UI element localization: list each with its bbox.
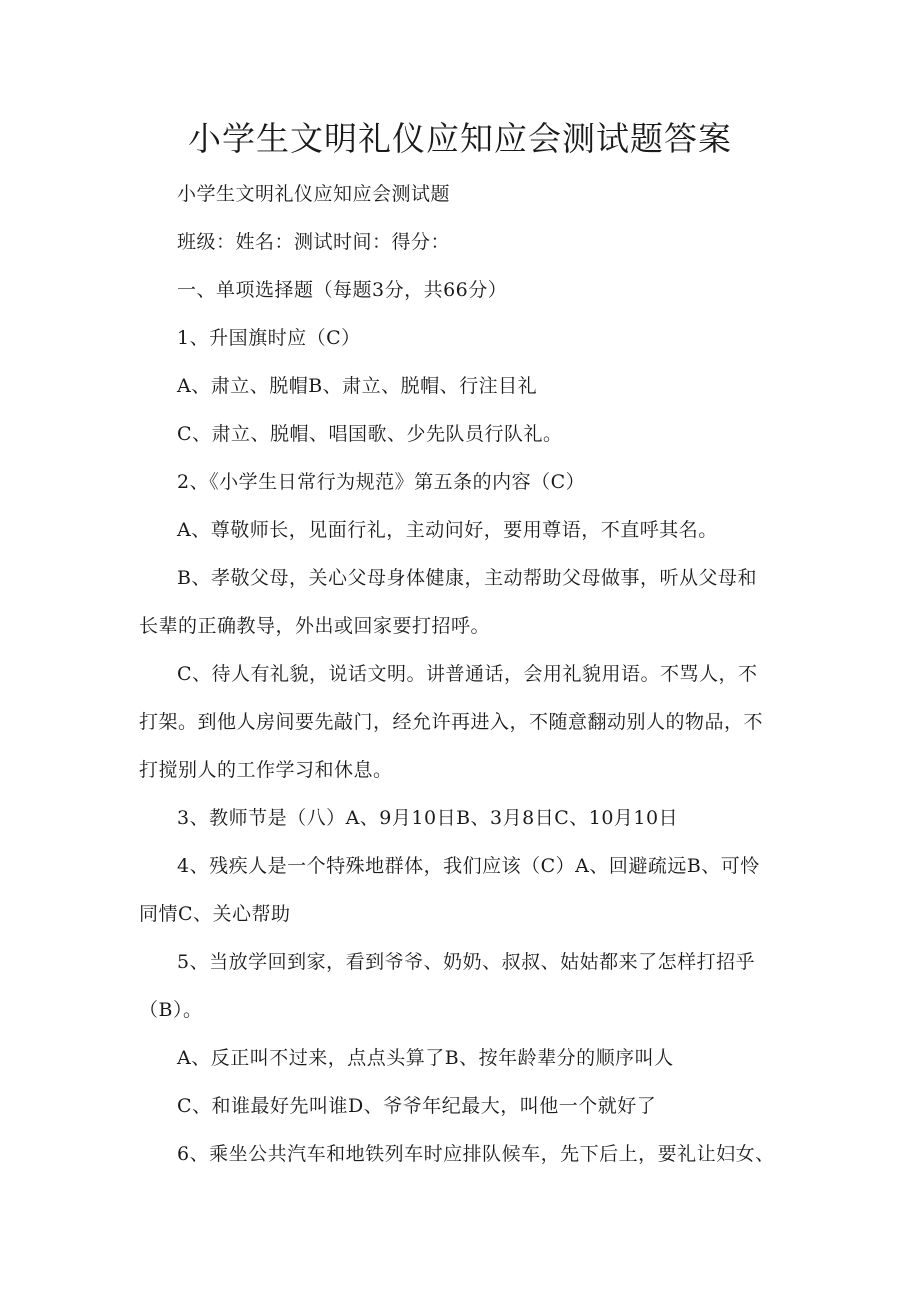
- question-4: 4、残疾人是一个特殊地群体，我们应该（C）A、回避疏远B、可怜: [177, 855, 760, 877]
- question-1-option-c: C、肃立、脱帽、唱国歌、少先队员行队礼。: [177, 423, 563, 445]
- section-heading: 一、单项选择题（每题3分，共66分）: [177, 279, 508, 301]
- question-6: 6、乘坐公共汽车和地铁列车时应排队候车，先下后上，要礼让妇女、: [177, 1143, 775, 1165]
- question-5-option-cd: C、和谁最好先叫谁D、爷爷年纪最大，叫他一个就好了: [177, 1095, 657, 1117]
- question-5: 5、当放学回到家，看到爷爷、奶奶、叔叔、姑姑都来了怎样打招乎: [177, 951, 756, 973]
- question-2-option-b: B、孝敬父母，关心父母身体健康，主动帮助父母做事，听从父母和: [177, 567, 757, 589]
- question-5-option-ab: A、反正叫不过来，点点头算了B、按年龄辈分的顺序叫人: [177, 1047, 674, 1069]
- question-2-option-c: C、待人有礼貌，说话文明。讲普通话，会用礼貌用语。不骂人，不: [177, 663, 758, 685]
- subtitle-line: 小学生文明礼仪应知应会测试题: [177, 183, 451, 205]
- question-1: 1、升国旗时应（C）: [177, 327, 361, 349]
- question-1-option-ab: A、肃立、脱帽B、肃立、脱帽、行注目礼: [177, 375, 538, 397]
- document-title: 小学生文明礼仪应知应会测试题答案: [188, 119, 732, 158]
- question-2-option-a: A、尊敬师长，见面行礼，主动问好，要用尊语，不直呼其名。: [177, 519, 718, 541]
- question-3: 3、教师节是（八）A、9月10日B、3月8日C、10月10日: [177, 807, 679, 829]
- question-2-option-b-cont: 长辈的正确教导，外出或回家要打招呼。: [139, 615, 491, 637]
- info-line: 班级：姓名：测试时间：得分：: [177, 231, 451, 253]
- document-body: [139, 170, 799, 1178]
- question-4-cont: 同情C、关心帮助: [139, 903, 291, 925]
- question-2-option-c-cont-1: 打架。到他人房间要先敲门，经允许再进入，不随意翻动别人的物品，不: [139, 711, 764, 733]
- question-5-cont: （B）。: [139, 999, 203, 1021]
- question-2-option-c-cont-2: 打搅别人的工作学习和休息。: [139, 759, 393, 781]
- question-2: 2、《小学生日常行为规范》第五条的内容（C）: [177, 471, 586, 493]
